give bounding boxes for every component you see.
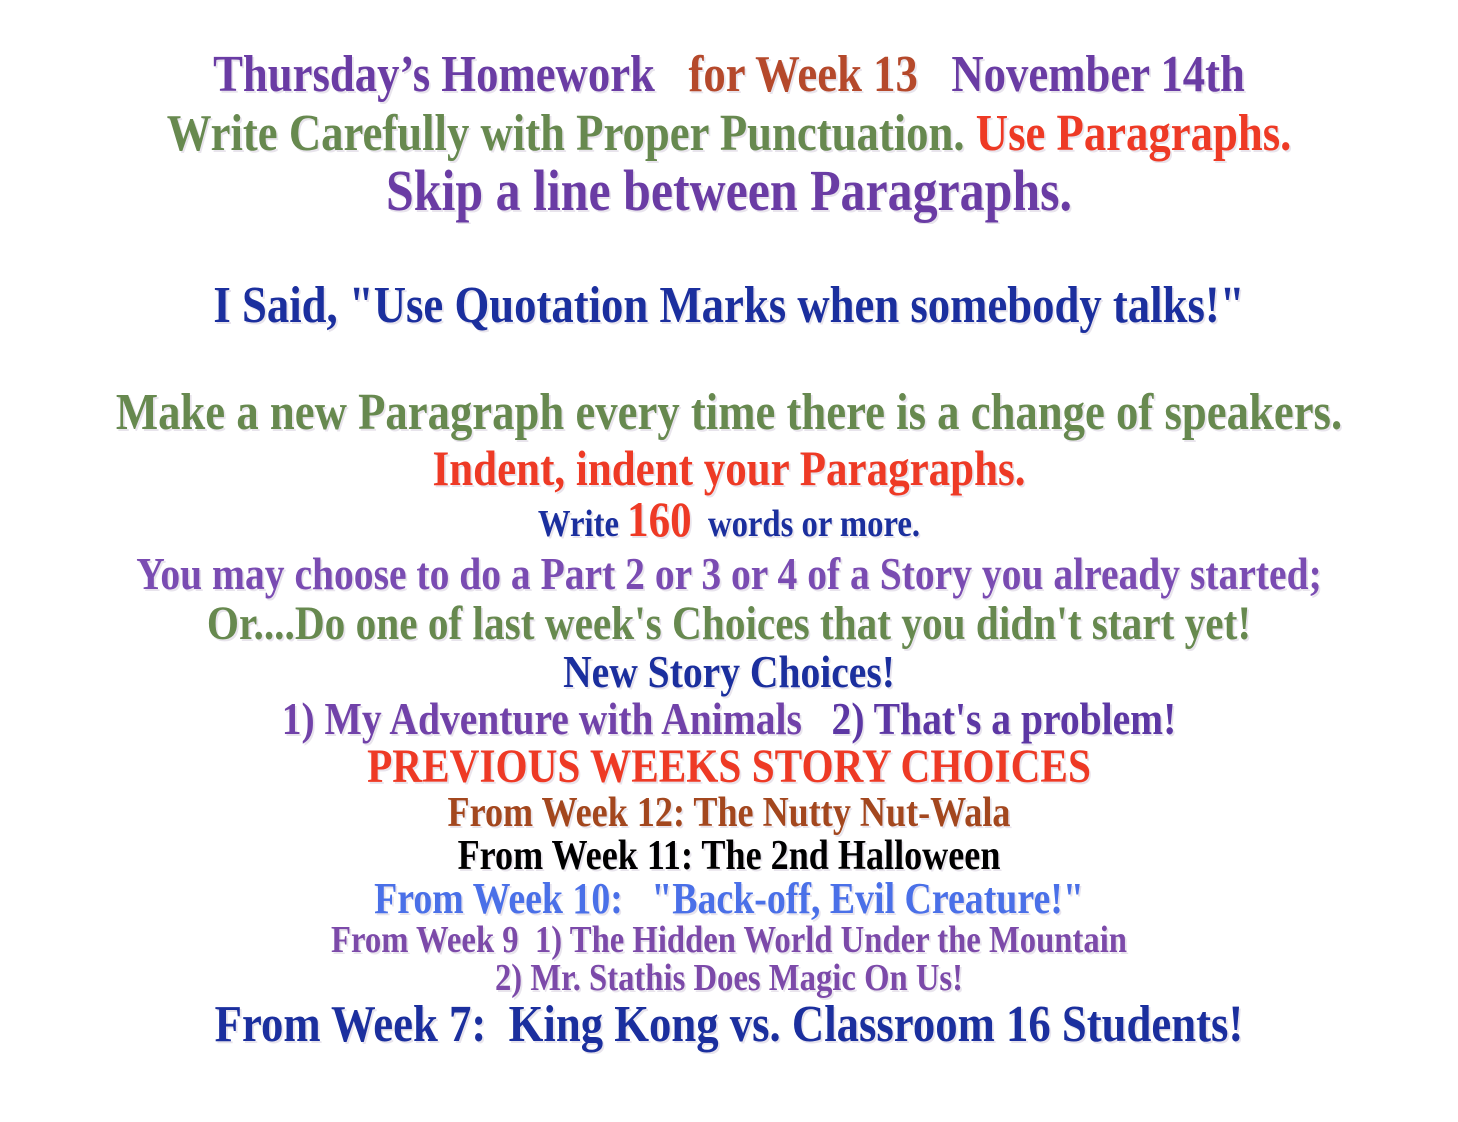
week7-story-choice: From Week 7: King Kong vs. Classroom 16 Students! <box>214 996 1244 1053</box>
title-line <box>102 44 1356 106</box>
word-count-number: 160 <box>627 491 692 547</box>
date-label: November 14th <box>917 46 1245 103</box>
use-paragraphs-text: Use Paragraphs. <box>964 105 1292 162</box>
word-count-line <box>102 491 1356 549</box>
week-number-label: for Week 13 <box>654 46 918 103</box>
word-count-prefix: Write <box>537 503 628 545</box>
last-week-choice-instruction: Or....Do one of last week's Choices that you didn't start yet! <box>206 597 1252 650</box>
new-choices-line <box>102 695 1356 743</box>
quotation-marks-instruction: I Said, "Use Quotation Marks when somebody talks!" <box>213 277 1245 334</box>
skip-line-instruction: Skip a line between Paragraphs. <box>386 158 1072 223</box>
write-carefully-text: Write Carefully with Proper Punctuation. <box>166 105 965 162</box>
word-count-suffix: words or more. <box>691 503 921 545</box>
week9-story-choice-1: From Week 9 1) The Hidden World Under the Mountain <box>331 919 1127 961</box>
part-choice-instruction: You may choose to do a Part 2 or 3 or 4 of a Story you already started; <box>136 548 1322 599</box>
new-paragraph-instruction: Make a new Paragraph every time there is a change of speakers. <box>115 384 1343 441</box>
story-choice-1: 1) My Adventure with Animals <box>281 693 802 744</box>
homework-title: Thursday’s Homework <box>213 46 655 103</box>
new-story-choices-heading: New Story Choices! <box>563 646 895 697</box>
week12-story-choice: From Week 12: The Nutty Nut-Wala <box>447 790 1011 836</box>
week11-story-choice: From Week 11: The 2nd Halloween <box>457 833 1001 879</box>
write-carefully-line <box>102 106 1356 162</box>
week9-story-choice-2: 2) Mr. Stathis Does Magic On Us! <box>494 957 964 999</box>
previous-weeks-heading: PREVIOUS WEEKS STORY CHOICES <box>367 740 1091 793</box>
indent-instruction: Indent, indent your Paragraphs. <box>432 440 1026 496</box>
week10-story-choice: From Week 10: "Back-off, Evil Creature!" <box>374 874 1084 923</box>
story-choice-2: 2) That's a problem! <box>801 693 1177 744</box>
